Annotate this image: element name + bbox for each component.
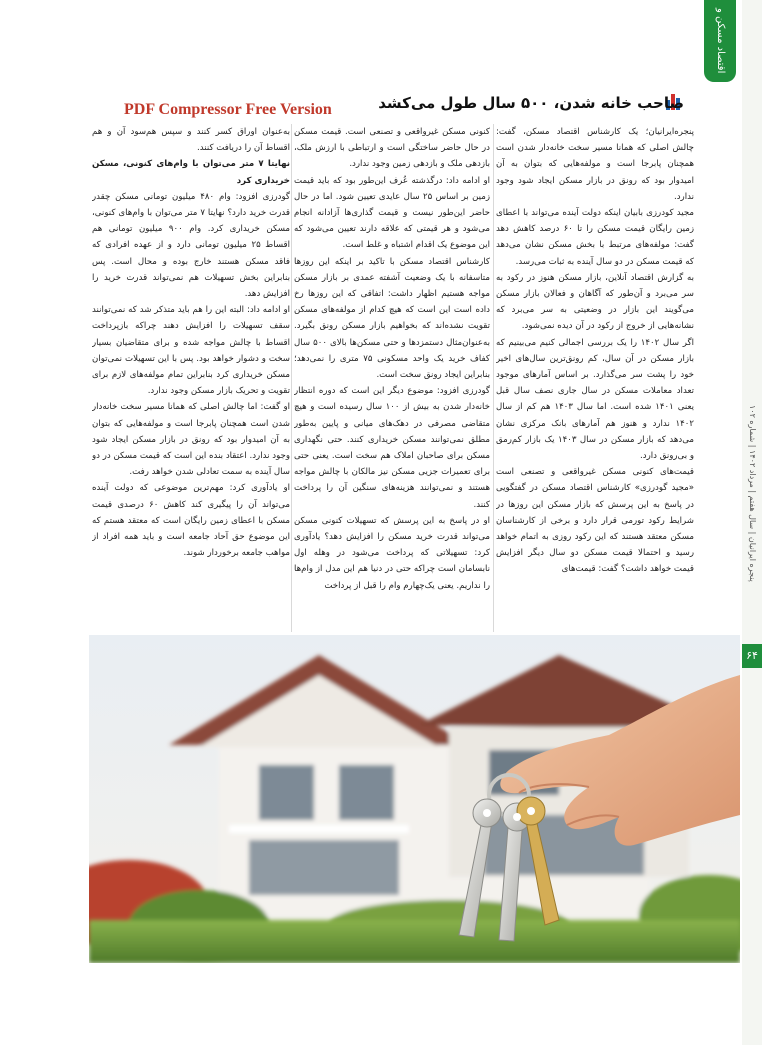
paragraph: اگر سال ۱۴۰۲ را یک بررسی اجمالی کنیم می‌بینیم که بازار مسکن در آن سال، کم رونق‌ترین سال‌های اخیر خود را پشت سر می‌گذارد. بر اساس آمارهای موجود تعداد معاملات مسکن در سال جاری نصف سال قبل یعنی ۱۴۰۱ شده است. اما سال ۱۴۰۳ هم کم از سال ۱۴۰۲ ندارد و هنوز هم آمارهای بانک مرکزی نشان می‌دهد که بازار مسکن در سال ۱۴۰۳ یک بازار کم‌رمق و بی‌رونق دارد. [496, 337, 694, 462]
subheading: نهایتا ۷ متر می‌توان با وام‌های کنونی، مسکن خریداری کرد [92, 159, 290, 186]
section-label: اقتصاد مسکن و ساز [683, 8, 726, 74]
paragraph: او در پاسخ به این پرسش که تسهیلات کنونی مسکن می‌تواند قدرت خرید مسکن را افزایش دهد؟ یادآوری کرد: تسهیلاتی که پرداخت می‌شود در وهله اول نابسامان است چراکه حتی در دنیا هم این مدل از وام‌ها را نداریم. یعنی یک‌چهارم وام را قبل از پرداخت [294, 515, 490, 591]
house-keys-illustration [89, 635, 740, 963]
paragraph: او گفت: اما چالش اصلی که همانا مسیر سخت خانه‌دار شدن است همچنان پابرجا است و مولفه‌هایی که بتوان به آن امیدوار بود که رونق در بازار مسکن ایجاد شود وجود ندارد. اعتقاد بنده این است که قیمت مسکن در دو سال آینده به سمت تعادلی شدن خواهد رفت. [92, 402, 290, 478]
article-photo [89, 635, 740, 963]
article-column-2 [294, 124, 490, 632]
article-column-1 [496, 124, 694, 632]
paragraph: کنونی مسکن غیرواقعی و تصنعی است. قیمت مسکن در حال حاضر ساختگی است و ارتباطی با ارزش ملک، بازدهی ملک و بازدهی زمین وجود ندارد. [294, 127, 490, 170]
paragraph: گودرزی افزود: وام ۴۸۰ میلیون تومانی مسکن چقدر قدرت خرید دارد؟ نهایتا ۷ متر می‌توان با وام‌های کنونی، مسکن خریداری کرد. وام ۹۰۰ میلیون تومانی هم اقساط ۲۵ میلیون تومانی دارد و از عهده افرادی که فاقد مسکن هستند خارج بوده و محال است. پس بنابراین بخش تسهیلات هم نمی‌تواند قدرت خرید را افزایش دهد. [92, 191, 290, 300]
paragraph: به گزارش اقتصاد آنلاین، بازار مسکن هنوز در رکود به سر می‌برد و آن‌طور که آگاهان و فعالان بازار مسکن می‌گویند این بازار در وضعیتی به سر می‌برد که نشانه‌هایی از خروج از رکود در آن دیده نمی‌شود. [496, 272, 694, 332]
article-column-3 [92, 124, 290, 632]
article-title: صاحب خانه شدن، ۵۰۰ سال طول می‌کشد [378, 94, 684, 112]
column-divider [291, 124, 292, 632]
section-tab [683, 0, 736, 82]
page-number: ۶۴ [742, 644, 762, 668]
paragraph: گودرزی افزود: موضوع دیگر این است که دوره انتظار خانه‌دار شدن به بیش از ۱۰۰ سال رسیده است و هیچ متقاضی مصرفی در دهک‌های میانی و پایین به‌طور مطلق نمی‌توانند مسکن خریداری کنند. حتی نگهداری مسکن برای صاحبان املاک هم سخت است. یعنی حتی برای تعمیرات جزیی مسکن نیز مالکان با چالش مواجه هستند و نمی‌توانند هزینه‌های سنگین آن را پرداخت کنند. [294, 386, 490, 510]
paragraph: پنجره‌ایرانیان؛ یک کارشناس اقتصاد مسکن، گفت: چالش اصلی که همانا مسیر سخت خانه‌دار شدن است همچنان پابرجا است و مولفه‌هایی که بتوان به آن امیدوار بود که رونق در بازار مسکن ایجاد شود وجود ندارد. [496, 127, 694, 202]
paragraph: مجید کودرزی بابیان اینکه دولت آینده می‌تواند با اعطای زمین رایگان قیمت مسکن را تا ۶۰ درصد کاهش دهد گفت: مولفه‌های مرتبط با بخش مسکن نشان می‌دهد که قیمت مسکن در دو سال آینده به ثبات می‌رسد. [496, 208, 694, 267]
paragraph: او یادآوری کرد: مهم‌ترین موضوعی که دولت آینده می‌تواند آن را پیگیری کند کاهش ۶۰ درصدی قیمت مسکن با اعطای زمین رایگان است که معتقد هستم که این موضوع حق آحاد جامعه است و باید همه افراد از مواهب جامعه برخوردار شوند. [92, 483, 290, 559]
edition-line: پنجره ایرانیان | سال هفتم | مرداد ۱۴۰۲ | شماره ۱۰۲ [748, 404, 757, 582]
paragraph: او ادامه داد: البته این را هم باید متذکر شد که نمی‌توانند سقف تسهیلات را افزایش دهند چراکه بازپرداخت اقساط با چالش مواجه شده و برای متقاضیان بسیار سخت و دشوار خواهد بود. پس با این تسهیلات نمی‌توان مسکن خریداری کرد بنابراین تمام مولفه‌های لازم برای تقویت و تحریک بازار مسکن وجود ندارد. [92, 305, 290, 397]
paragraph: به‌عنوان اوراق کسر کنند و سپس هم‌سود آن و هم اقساط آن را دریافت کنند. [92, 127, 290, 154]
paragraph: او ادامه داد: درگذشته عُرف این‌طور بود که باید قیمت زمین بر اساس ۲۵ سال عایدی تعیین شود. اما در حال حاضر این‌طور نیست و قیمت گذاری‌ها آزادانه انجام می‌شود و هر قیمتی که علاقه دارند تعیین می‌شود که این موضوع یک اقدام اشتباه و غلط است. [294, 175, 490, 251]
watermark: PDF Compressor Free Version [124, 101, 332, 118]
column-divider [493, 124, 494, 632]
paragraph: کارشناس اقتصاد مسکن با تاکید بر اینکه این روزها متاسفانه با یک وضعیت آشفته عمدی بر بازار مسکن مواجه هستیم اظهار داشت: اتفاقی که این روزها رخ داده است این است که هیچ کدام از مولفه‌های مسکن تقویت نشده‌اند که بخواهیم بازار مسکن رونق بگیرد. به‌عنوان‌مثال دستمزدها و حتی مسکن‌ها بالای ۵۰۰ سال کفاف خرید یک واحد مسکونی ۷۵ متری را نمی‌دهد؛ بنابراین ایجاد رونق سخت است. [294, 256, 490, 381]
paragraph: قیمت‌های کنونی مسکن غیرواقعی و تصنعی است «مجید گودرزی» کارشناس اقتصاد مسکن در گفتگویی در پاسخ به این پرسش که بازار مسکن این روزها در شرایط رکود تورمی قرار دارد و برخی از کارشناسان مسکن معتقد هستند که این رکود روزی به اتمام خواهد رسید و احتمالا قیمت مسکن دو سال دیگر افزایش قیمت خواهد داشت؟ گفت: قیمت‌های [496, 467, 694, 575]
